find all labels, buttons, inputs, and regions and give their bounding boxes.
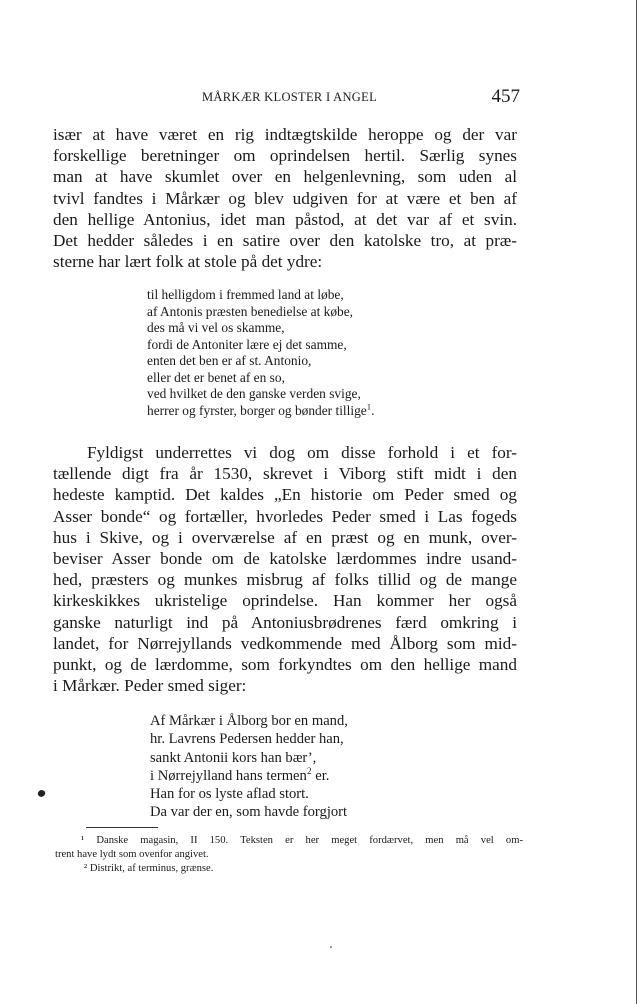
verse-line-with-footnote <box>147 403 374 420</box>
footnote-1-line-1: ¹ Danske magasin, II 150. Teksten er her meget fordærvet, men må vel om- <box>81 835 523 846</box>
verse-line: af Antonis præsten benedielse at købe, <box>147 303 354 319</box>
text-line: i Mårkær. Peder smed siger: <box>53 676 247 696</box>
verse-line: eller det er benet af en so, <box>147 369 285 385</box>
verse-line-with-footnote <box>150 767 348 785</box>
verse-line: fordi de Antoniter lære ej det samme, <box>147 336 347 352</box>
paragraph-2 <box>53 442 517 696</box>
footnote-marker: 1 <box>366 401 372 412</box>
footnote-1-line-2: trent have lydt som ovenfor angivet. <box>55 848 209 860</box>
text-line: punkt, og de lærdomme, som forkyndtes om den hellige mand <box>53 655 517 675</box>
text-line: forskellige beretninger om oprindelsen hertil. Særlig synes <box>53 146 517 166</box>
text-line: Asser bonde“ og fortæller, hvorledes Peder smed i Las fogeds <box>53 506 517 526</box>
verse-line: enten det ben er af st. Antonio, <box>147 353 312 368</box>
verse-line: Af Mårkær i Ålborg bor en mand, <box>150 713 348 729</box>
text-line: hed, præsters og munkes misbrug af folks tillid og de mange <box>53 570 517 590</box>
text-line: især at have været en rig indtægtskilde heroppe og der var <box>53 125 517 144</box>
text-line: landet, for Nørrejyllands vedkommende med Ålborg som mid- <box>53 633 517 653</box>
text-line: hus i Skive, og i overværelse af en præst og en munk, over- <box>53 527 517 547</box>
verse-line-text: herrer og fyrster, borger og bønder tillige <box>147 402 367 418</box>
ink-blot-mark <box>37 789 46 798</box>
verse-line: Han for os lyste aflad stort. <box>150 786 309 803</box>
text-line: kirkeskikkes ukristelige oprindelse. Han kommer her også <box>53 591 517 611</box>
verse-quotation-1 <box>147 287 374 419</box>
verse-line: hr. Lavrens Pedersen hedder han, <box>150 731 344 748</box>
footnote-2: ² Distrikt, af terminus, grænse. <box>84 862 214 874</box>
text-line: tvivl fandtes i Mårkær og blev udgiven for at være et ben af <box>53 188 517 208</box>
verse-quotation-2 <box>150 712 348 822</box>
text-line: Det hedder således i en satire over den katolske tro, at præ- <box>53 231 517 251</box>
verse-line-text: i Nørrejylland hans termen <box>150 767 307 784</box>
page-header <box>50 86 526 110</box>
footnotes <box>55 834 523 875</box>
text-line: den hellige Antonius, idet man påstod, at det var af et svin. <box>53 209 517 229</box>
text-line: hedeste kamptid. Det kaldes „En historie om Peder smed og <box>53 485 517 505</box>
running-title: MÅRKÆR KLOSTER I ANGEL <box>202 90 378 104</box>
scan-speck <box>330 946 332 948</box>
page-number: 457 <box>491 86 520 107</box>
text-line: ganske naturligt ind på Antoniusbrødrenes færd omkring i <box>53 612 517 632</box>
verse-line: sankt Antonii kors han bær’, <box>150 749 317 766</box>
verse-end-punct: . <box>371 402 375 418</box>
scan-page-edge <box>636 0 637 1004</box>
verse-line: des må vi vel os skamme, <box>147 320 285 335</box>
paragraph-1 <box>53 124 517 272</box>
verse-line: Da var der en, som havde forgjort <box>150 804 348 821</box>
verse-line-text-after: er. <box>311 767 330 784</box>
text-line: tællende digt fra år 1530, skrevet i Viborg stift midt i den <box>53 464 517 484</box>
text-line: beviser Asser bonde om de katolske lærdommes indre usand- <box>53 549 517 569</box>
verse-line: til helligdom i fremmed land at løbe, <box>147 287 344 302</box>
footnote-separator <box>86 827 158 828</box>
verse-line: ved hvilket de den ganske verden svige, <box>147 386 361 401</box>
text-line: Fyldigst underrettes vi dog om disse forhold i et for- <box>87 443 517 462</box>
footnote-marker: 2 <box>306 767 312 778</box>
text-line: sterne har lært folk at stole på det ydre: <box>53 252 323 272</box>
text-line: man at have skumlet over en helgenlevning, som uden al <box>53 167 517 187</box>
